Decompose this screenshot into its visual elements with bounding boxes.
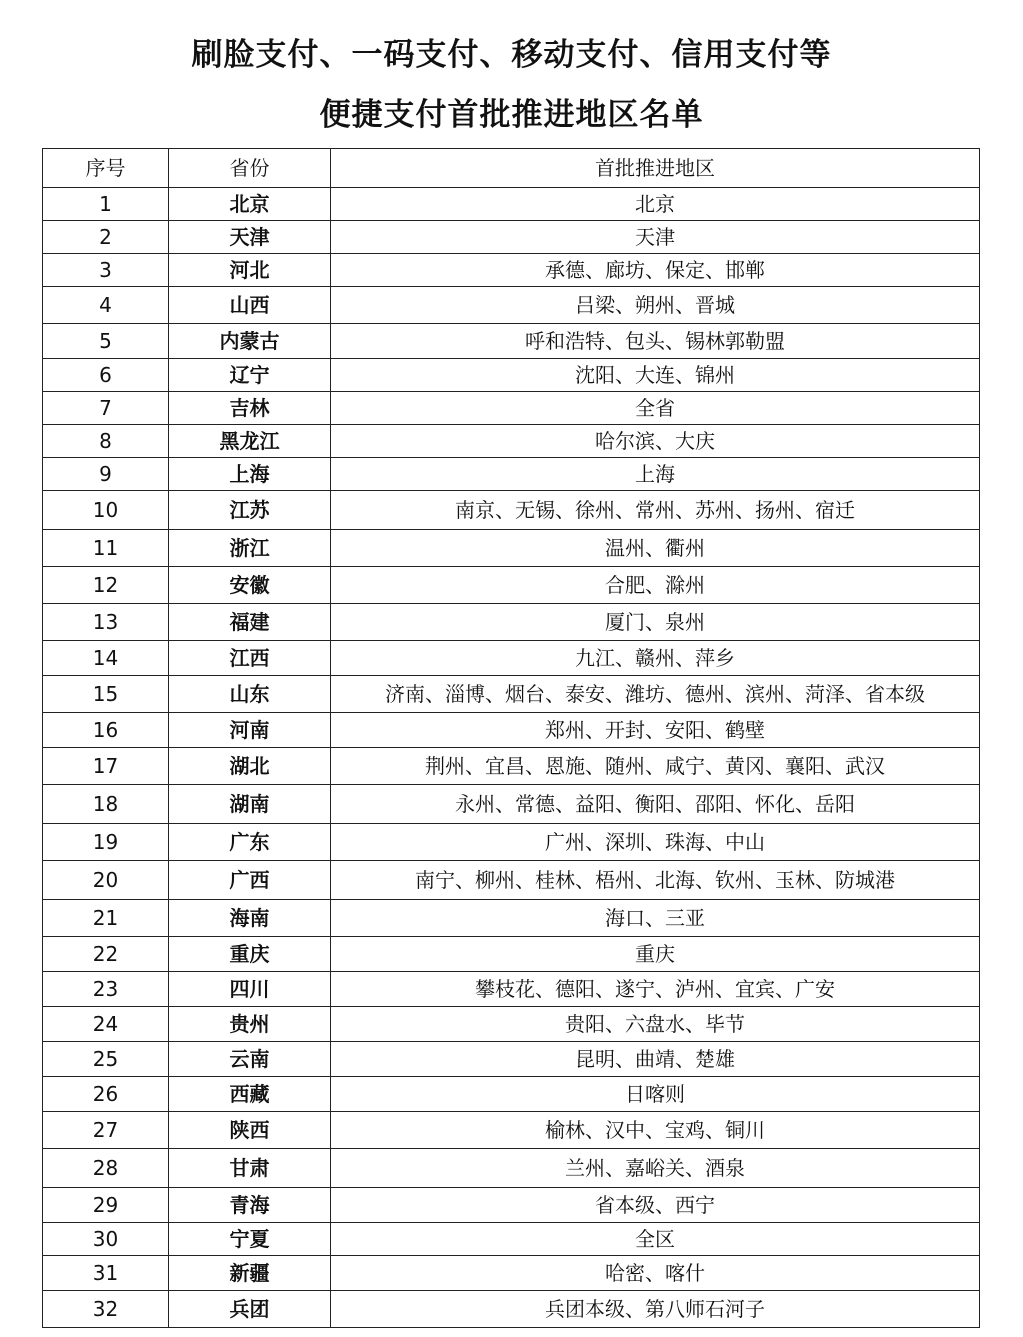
table-row	[43, 188, 980, 221]
table-row	[43, 221, 980, 254]
table-row	[43, 604, 980, 641]
row-regions-cell: 哈尔滨、大庆	[331, 425, 980, 458]
table-row	[43, 861, 980, 900]
row-regions-cell: 昆明、曲靖、楚雄	[331, 1042, 980, 1077]
row-index-cell: 32	[43, 1291, 169, 1328]
row-province-cell: 湖南	[169, 785, 331, 824]
table-row	[43, 1007, 980, 1042]
row-regions-cell: 济南、淄博、烟台、泰安、潍坊、德州、滨州、菏泽、省本级	[331, 676, 980, 713]
row-province-cell: 浙江	[169, 530, 331, 567]
row-regions-cell: 重庆	[331, 937, 980, 972]
row-regions-cell: 荆州、宜昌、恩施、随州、咸宁、黄冈、襄阳、武汉	[331, 748, 980, 785]
row-regions-cell: 省本级、西宁	[331, 1188, 980, 1223]
row-index-cell: 23	[43, 972, 169, 1007]
row-province-cell: 河南	[169, 713, 331, 748]
table-row	[43, 1223, 980, 1256]
row-regions-cell: 承德、廊坊、保定、邯郸	[331, 254, 980, 287]
table-row	[43, 491, 980, 530]
row-province-cell: 吉林	[169, 392, 331, 425]
table-row	[43, 785, 980, 824]
row-regions-cell: 吕梁、朔州、晋城	[331, 287, 980, 324]
document-title-line-2: 便捷支付首批推进地区名单	[319, 97, 704, 133]
row-province-cell: 海南	[169, 900, 331, 937]
row-index-cell: 24	[43, 1007, 169, 1042]
row-index-cell: 9	[43, 458, 169, 491]
row-index-cell: 20	[43, 861, 169, 900]
row-province-cell: 西藏	[169, 1077, 331, 1112]
row-regions-cell: 哈密、喀什	[331, 1256, 980, 1291]
table-row	[43, 359, 980, 392]
row-regions-cell: 南宁、柳州、桂林、梧州、北海、钦州、玉林、防城港	[331, 861, 980, 900]
row-regions-cell: 日喀则	[331, 1077, 980, 1112]
row-index-cell: 8	[43, 425, 169, 458]
row-province-cell: 山西	[169, 287, 331, 324]
row-province-cell: 山东	[169, 676, 331, 713]
column-header-province: 省份	[169, 149, 331, 188]
row-index-cell: 30	[43, 1223, 169, 1256]
row-regions-cell: 全区	[331, 1223, 980, 1256]
table-row	[43, 824, 980, 861]
row-province-cell: 广西	[169, 861, 331, 900]
table-row	[43, 676, 980, 713]
row-province-cell: 重庆	[169, 937, 331, 972]
table-row	[43, 567, 980, 604]
row-province-cell: 内蒙古	[169, 324, 331, 359]
row-regions-cell: 海口、三亚	[331, 900, 980, 937]
row-province-cell: 云南	[169, 1042, 331, 1077]
row-index-cell: 14	[43, 641, 169, 676]
row-regions-cell: 沈阳、大连、锦州	[331, 359, 980, 392]
row-province-cell: 上海	[169, 458, 331, 491]
row-province-cell: 广东	[169, 824, 331, 861]
row-regions-cell: 兵团本级、第八师石河子	[331, 1291, 980, 1328]
table-row	[43, 1112, 980, 1149]
row-index-cell: 15	[43, 676, 169, 713]
table-row	[43, 254, 980, 287]
row-province-cell: 辽宁	[169, 359, 331, 392]
table-row	[43, 530, 980, 567]
row-index-cell: 31	[43, 1256, 169, 1291]
row-province-cell: 北京	[169, 188, 331, 221]
table-row	[43, 1042, 980, 1077]
table-row	[43, 1077, 980, 1112]
row-province-cell: 青海	[169, 1188, 331, 1223]
row-province-cell: 江苏	[169, 491, 331, 530]
table-row	[43, 324, 980, 359]
row-province-cell: 甘肃	[169, 1149, 331, 1188]
row-regions-cell: 天津	[331, 221, 980, 254]
row-index-cell: 18	[43, 785, 169, 824]
row-province-cell: 黑龙江	[169, 425, 331, 458]
table-row	[43, 287, 980, 324]
row-province-cell: 新疆	[169, 1256, 331, 1291]
row-regions-cell: 呼和浩特、包头、锡林郭勒盟	[331, 324, 980, 359]
row-province-cell: 安徽	[169, 567, 331, 604]
row-province-cell: 福建	[169, 604, 331, 641]
row-index-cell: 13	[43, 604, 169, 641]
table-row	[43, 1149, 980, 1188]
row-province-cell: 河北	[169, 254, 331, 287]
row-index-cell: 27	[43, 1112, 169, 1149]
row-regions-cell: 榆林、汉中、宝鸡、铜川	[331, 1112, 980, 1149]
row-index-cell: 7	[43, 392, 169, 425]
table-row	[43, 458, 980, 491]
table-row	[43, 1291, 980, 1328]
table-row	[43, 1188, 980, 1223]
row-index-cell: 4	[43, 287, 169, 324]
row-regions-cell: 合肥、滁州	[331, 567, 980, 604]
row-index-cell: 16	[43, 713, 169, 748]
row-regions-cell: 广州、深圳、珠海、中山	[331, 824, 980, 861]
row-regions-cell: 九江、赣州、萍乡	[331, 641, 980, 676]
row-index-cell: 12	[43, 567, 169, 604]
region-table	[42, 148, 980, 1328]
table-row	[43, 900, 980, 937]
row-regions-cell: 永州、常德、益阳、衡阳、邵阳、怀化、岳阳	[331, 785, 980, 824]
row-index-cell: 29	[43, 1188, 169, 1223]
row-regions-cell: 厦门、泉州	[331, 604, 980, 641]
table-row	[43, 748, 980, 785]
table-row	[43, 972, 980, 1007]
row-province-cell: 贵州	[169, 1007, 331, 1042]
row-index-cell: 21	[43, 900, 169, 937]
row-regions-cell: 全省	[331, 392, 980, 425]
row-index-cell: 19	[43, 824, 169, 861]
row-province-cell: 四川	[169, 972, 331, 1007]
table-row	[43, 937, 980, 972]
row-index-cell: 3	[43, 254, 169, 287]
table-row	[43, 713, 980, 748]
row-province-cell: 天津	[169, 221, 331, 254]
row-index-cell: 6	[43, 359, 169, 392]
row-index-cell: 22	[43, 937, 169, 972]
table-row	[43, 425, 980, 458]
row-regions-cell: 攀枝花、德阳、遂宁、泸州、宜宾、广安	[331, 972, 980, 1007]
row-regions-cell: 南京、无锡、徐州、常州、苏州、扬州、宿迁	[331, 491, 980, 530]
column-header-regions: 首批推进地区	[331, 149, 980, 188]
row-regions-cell: 上海	[331, 458, 980, 491]
row-index-cell: 28	[43, 1149, 169, 1188]
table-body	[43, 188, 980, 1328]
row-province-cell: 兵团	[169, 1291, 331, 1328]
row-regions-cell: 兰州、嘉峪关、酒泉	[331, 1149, 980, 1188]
row-province-cell: 湖北	[169, 748, 331, 785]
row-index-cell: 1	[43, 188, 169, 221]
row-province-cell: 陕西	[169, 1112, 331, 1149]
row-regions-cell: 贵阳、六盘水、毕节	[331, 1007, 980, 1042]
table-row	[43, 392, 980, 425]
row-province-cell: 宁夏	[169, 1223, 331, 1256]
row-index-cell: 26	[43, 1077, 169, 1112]
table-row	[43, 1256, 980, 1291]
table-row	[43, 641, 980, 676]
row-regions-cell: 郑州、开封、安阳、鹤壁	[331, 713, 980, 748]
column-header-index: 序号	[43, 149, 169, 188]
row-index-cell: 5	[43, 324, 169, 359]
row-index-cell: 11	[43, 530, 169, 567]
row-index-cell: 2	[43, 221, 169, 254]
row-province-cell: 江西	[169, 641, 331, 676]
document-title-line-1: 刷脸支付、一码支付、移动支付、信用支付等	[191, 37, 832, 73]
row-regions-cell: 温州、衢州	[331, 530, 980, 567]
row-regions-cell: 北京	[331, 188, 980, 221]
row-index-cell: 17	[43, 748, 169, 785]
row-index-cell: 25	[43, 1042, 169, 1077]
table-header-row	[43, 149, 980, 188]
row-index-cell: 10	[43, 491, 169, 530]
